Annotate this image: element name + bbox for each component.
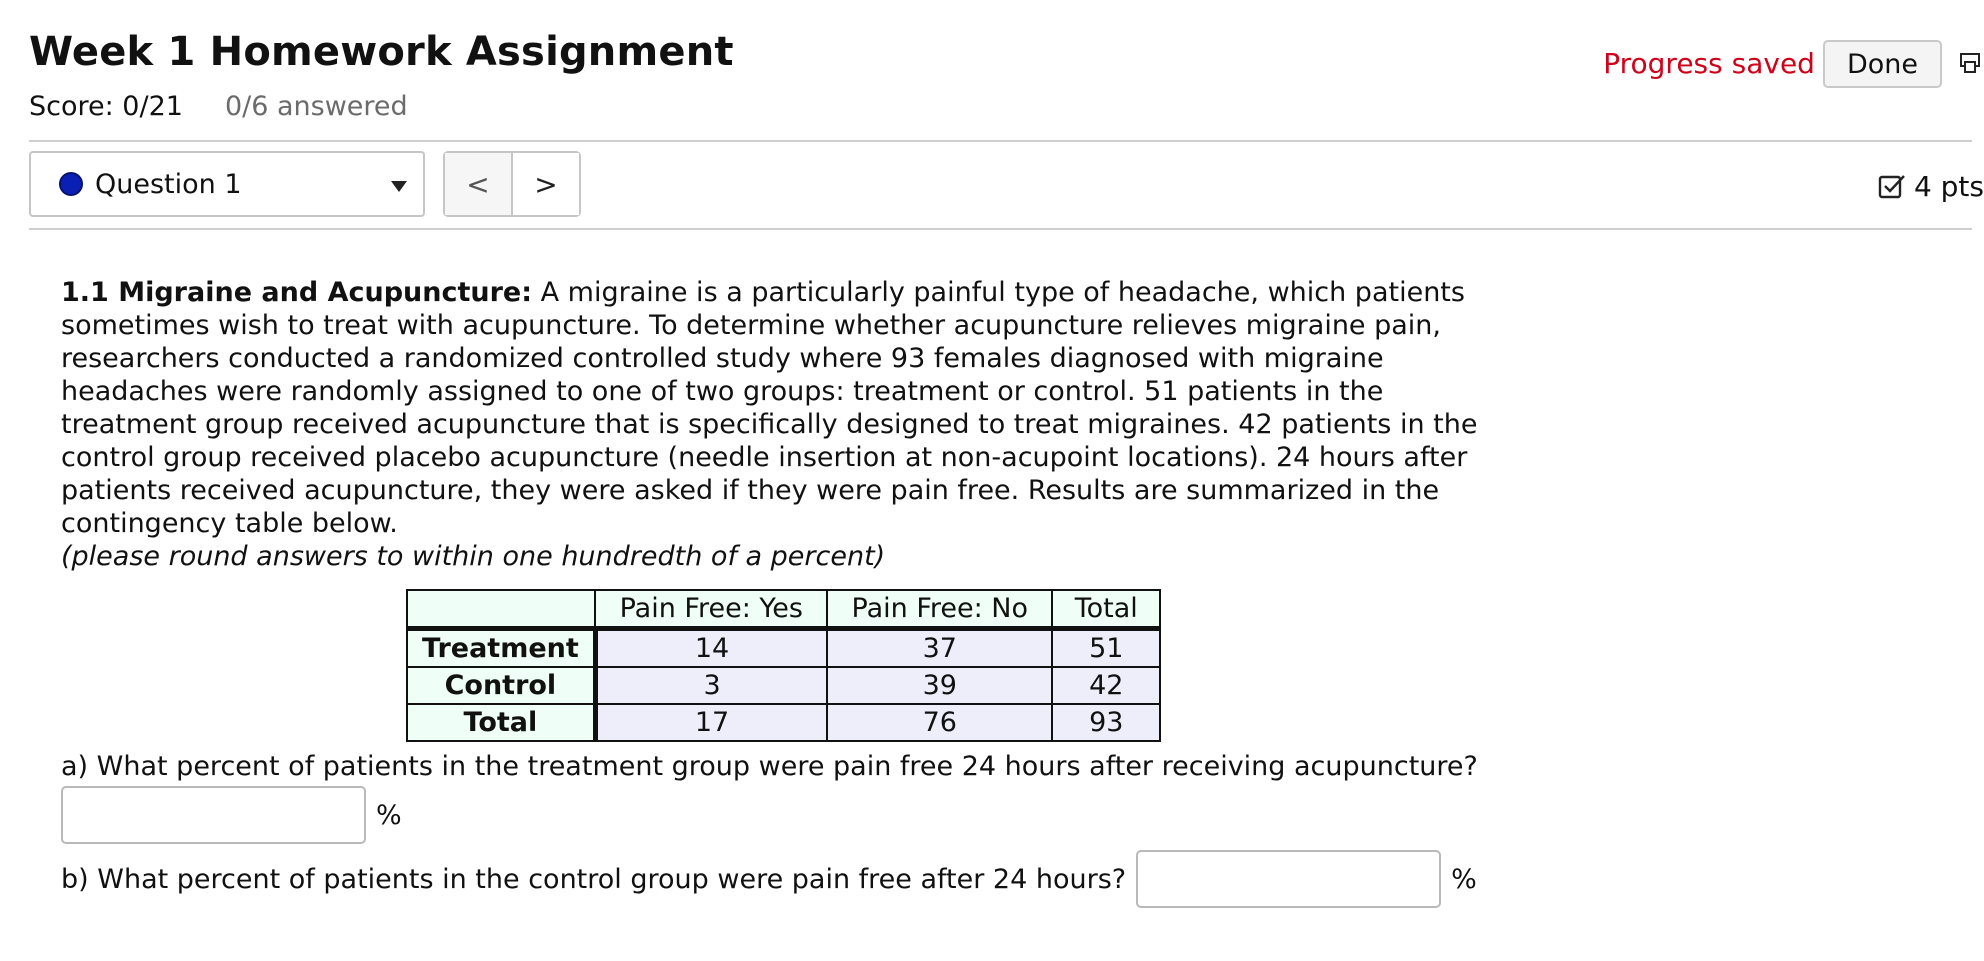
score-text: Score: 0/21 [29,91,183,122]
points-label: 4 pts [1913,170,1984,203]
part-b-row [61,850,1477,908]
table-header: Pain Free: Yes [595,590,827,629]
row-label: Total [407,704,595,741]
part-a-unit: % [376,799,402,831]
part-b-input[interactable] [1136,850,1441,908]
table-cell: 17 [595,704,827,741]
question-select[interactable] [29,151,425,217]
question-select-label: Question 1 [95,168,242,200]
table-cell: 39 [827,667,1052,704]
table-cell: 42 [1052,667,1160,704]
contingency-table [406,589,1161,742]
table-header-row [407,590,1160,629]
table-row [407,667,1160,704]
checkbox-icon [1878,173,1906,201]
page-title: Week 1 Homework Assignment [29,29,734,75]
table-row [407,629,1160,668]
question-lead: 1.1 Migraine and Acupuncture: [61,277,533,308]
question-pager [443,151,581,217]
part-b-unit: % [1451,863,1477,895]
table-cell: 51 [1052,629,1160,668]
prev-question-button[interactable]: < [445,153,511,215]
part-b-question: b) What percent of patients in the control group were pain free after 24 hours? [61,863,1127,895]
rounding-note: (please round answers to within one hundredth of a percent) [61,541,886,572]
row-label: Control [407,667,595,704]
question-nav [29,151,581,217]
nav-divider [29,228,1972,230]
caret-down-icon [391,181,407,192]
question-body: A migraine is a particularly painful type of headache, which patients sometimes wish to treat with acupuncture. To determine whether acupuncture relieves migraine pain, researchers conducted a randomized controlled study where 93 females diagnosed with migraine headaches were randomly assigned to one of two groups: treatment or control. 51 patients in the treatment group received acupuncture that is specifically designed to treat migraines. 42 patients in the control group received placebo acupuncture (needle insertion at non-acupoint locations). 24 hours after patients received acupuncture, they were asked if they were pain free. Results are summarized in the contingency table below. [61,277,1478,539]
progress-saved-status: Progress saved [1603,47,1815,80]
table-header: Total [1052,590,1160,629]
table-cell: 76 [827,704,1052,741]
top-actions [1603,40,1982,88]
next-question-button[interactable]: > [511,153,579,215]
table-cell: 14 [595,629,827,668]
header-divider [29,140,1972,142]
question-status-dot [59,172,83,196]
done-button[interactable]: Done [1823,40,1942,88]
table-cell: 3 [595,667,827,704]
points-indicator [1878,170,1984,203]
table-cell: 93 [1052,704,1160,741]
answered-count: 0/6 answered [224,91,408,122]
row-label: Treatment [407,629,595,668]
table-header: Pain Free: No [827,590,1052,629]
table-cell: 37 [827,629,1052,668]
question-text [61,276,1481,573]
assignment-header [29,26,734,124]
part-a-answer-row [61,786,402,844]
table-corner-cell [407,590,595,629]
table-row [407,704,1160,741]
score-line [29,90,734,124]
print-icon[interactable] [1958,46,1982,82]
part-a-question: a) What percent of patients in the treatment group were pain free 24 hours after receiving acupuncture? [61,751,1478,782]
part-a-input[interactable] [61,786,366,844]
